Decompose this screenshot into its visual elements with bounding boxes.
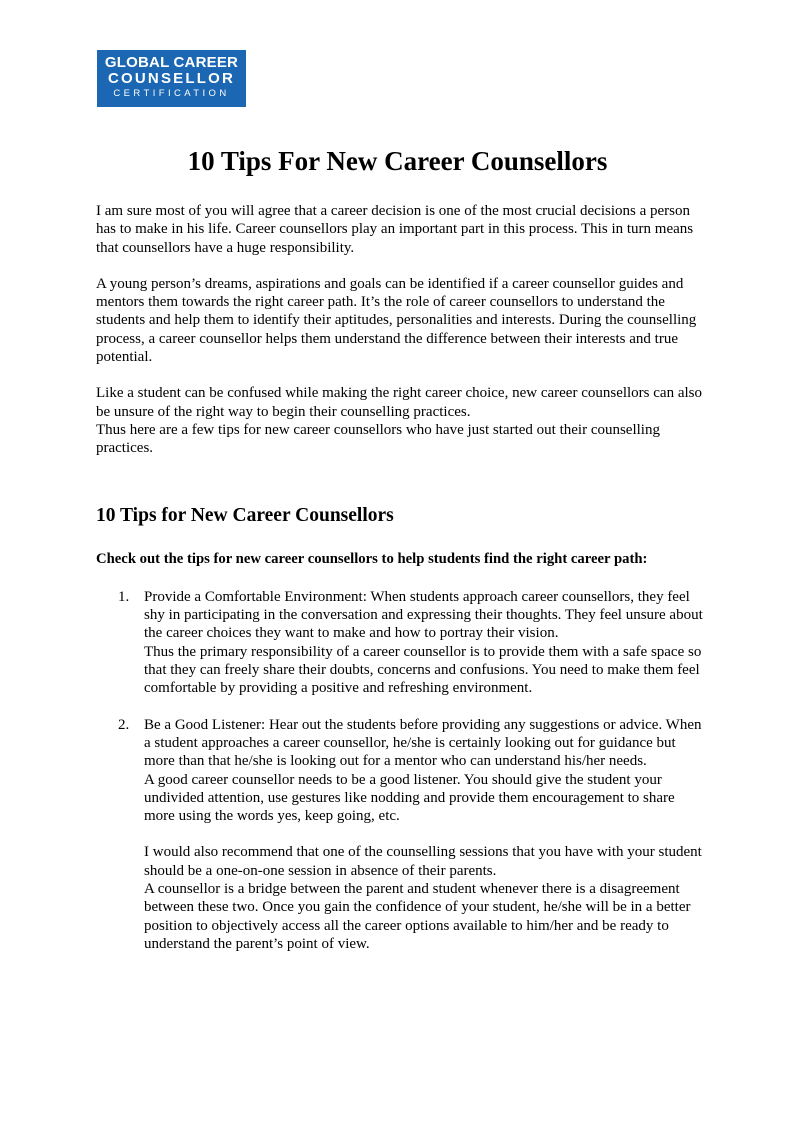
logo-line-3: CERTIFICATION (113, 88, 230, 99)
logo-line-1: GLOBAL CAREER (104, 54, 239, 71)
article-body (96, 202, 706, 953)
tip-text: Thus the primary responsibility of a career counsellor is to provide them with a safe space so that they can freely share their doubts, concerns and confusions. You need to make them feel comfortable by providing a positive and refreshing environment. (144, 643, 702, 697)
tip-number: 2. (118, 716, 130, 733)
list-item-tip-2 (96, 716, 706, 954)
logo-line-2: COUNSELLOR (108, 70, 235, 87)
tips-list (96, 588, 706, 953)
list-item-tip-1 (96, 588, 706, 698)
tip-text: Be a Good Listener: Hear out the students before providing any suggestions or advice. When a student approaches a career counsellor, he/she is certainly looking out for guidance but more than that he/she is looking out for a mentor who can understand his/her needs. (144, 716, 702, 770)
tip-number: 1. (118, 588, 130, 605)
tip-text: I would also recommend that one of the counselling sessions that you have with your student should be a one-on-one session in absence of their parents. (144, 844, 702, 879)
intro-paragraph-3: Like a student can be confused while making the right career choice, new career counsellors can also be unsure of the right way to begin their counselling practices. (96, 385, 702, 420)
tip-text: Provide a Comfortable Environment: When students approach career counsellors, they feel shy in participating in the conversation and expressing their thoughts. They feel unsure about the career choices they want to make and how to portray their vision. (144, 588, 703, 642)
page-title: 10 Tips For New Career Counsellors (187, 146, 608, 176)
section-heading: 10 Tips for New Career Counsellors (96, 504, 394, 526)
intro-paragraph-4: Thus here are a few tips for new career counsellors who have just started out their counselling practices. (96, 421, 660, 457)
tip-text: A counsellor is a bridge between the parent and student whenever there is a disagreement between these two. Once you gain the confidence of your student, he/she will be in a better position to objectively access all the career options available to him/her and be ready to understand the parent’s point of view. (144, 881, 691, 952)
global-career-counsellor-certification-logo (97, 50, 246, 107)
tip-text: A good career counsellor needs to be a good listener. You should give the student your undivided attention, use gestures like nodding and provide them encouragement to share more using the words yes, keep going, etc. (144, 771, 675, 825)
lead-sentence: Check out the tips for new career counsellors to help students find the right career path: (96, 550, 648, 567)
intro-paragraph-2: A young person’s dreams, aspirations and goals can be identified if a career counsellor guides and mentors them towards the right career path. It’s the role of career counsellors to understand the students and help them to identify their aptitudes, personalities and interests. During the counselling process, a career counsellor helps them understand the difference between their interests and true potential. (96, 275, 697, 366)
intro-paragraph-1: I am sure most of you will agree that a career decision is one of the most crucial decisions a person has to make in his life. Career counsellors play an important part in this process. This in turn means that counsellors have a huge responsibility. (96, 203, 694, 256)
